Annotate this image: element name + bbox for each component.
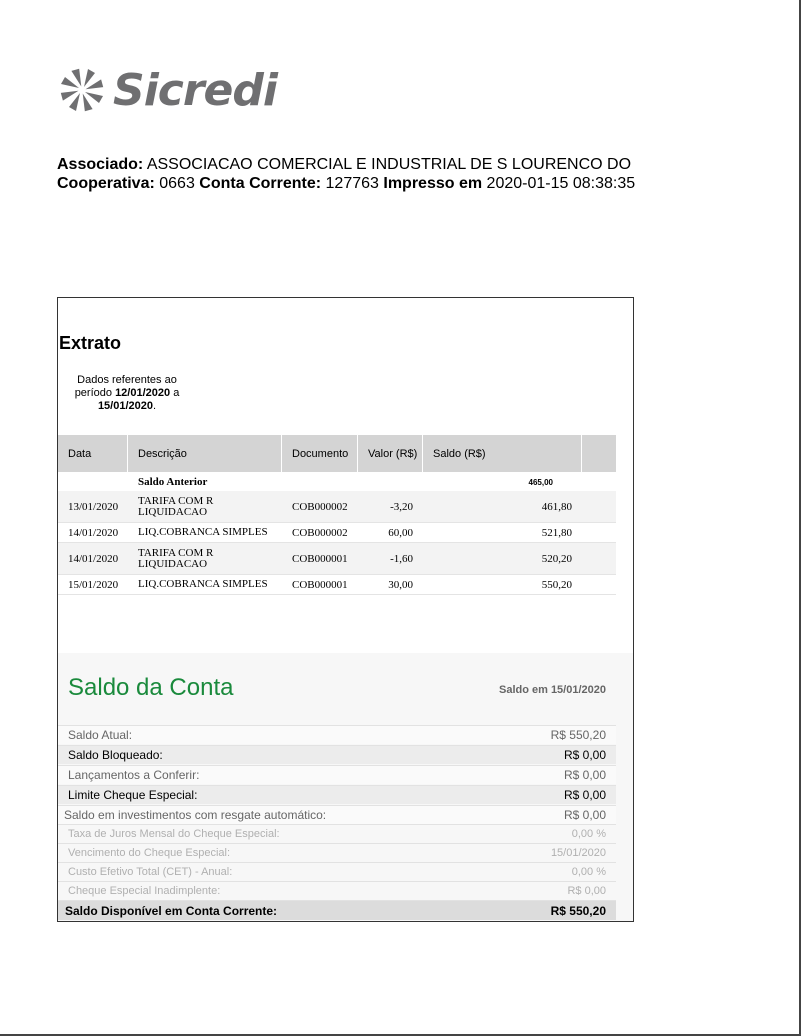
col-valor: Valor (R$) [358, 435, 423, 472]
extrato-title: Extrato [59, 333, 122, 353]
impresso-label: Impresso em [383, 175, 483, 192]
saldo-item-inadimplente [58, 881, 616, 900]
saldo-anterior-label: Saldo Anterior [138, 475, 208, 488]
row-data: 13/01/2020 [68, 500, 119, 513]
row-data: 14/01/2020 [68, 526, 119, 539]
saldo-item-value: 15/01/2020 [550, 847, 606, 859]
saldo-item-value: R$ 0,00 [563, 748, 606, 762]
periodo-start: 12/01/2020 [115, 387, 171, 399]
saldo-item-vencimento [58, 843, 616, 862]
table-row [58, 575, 616, 595]
cooperativa-line [57, 174, 635, 193]
saldo-item-value: R$ 0,00 [567, 885, 606, 897]
statement-table-header [58, 435, 616, 472]
saldo-item-limite [58, 785, 616, 804]
col-descricao: Descrição [128, 435, 282, 472]
saldo-item-label: Saldo Atual: [68, 728, 133, 742]
cooperativa-value: 0663 [159, 175, 195, 192]
saldo-item-value: R$ 0,00 [563, 808, 606, 822]
saldo-total-value: R$ 550,20 [550, 903, 606, 918]
saldo-item-label: Vencimento do Cheque Especial: [68, 847, 231, 859]
row-saldo: 461,80 [541, 500, 572, 513]
periodo-mid: a [173, 387, 180, 399]
associado-line [57, 155, 635, 174]
row-valor: -3,20 [390, 500, 413, 513]
sicredi-logo [57, 62, 277, 118]
saldo-item-value: 0,00 % [571, 828, 606, 840]
table-row [58, 543, 616, 575]
saldo-title: Saldo da Conta [68, 674, 234, 701]
periodo-prefix: Dados referentes ao período [74, 374, 177, 399]
saldo-item-investimentos [58, 805, 616, 824]
saldo-item-label: Limite Cheque Especial: [68, 788, 198, 802]
saldo-item-lancamentos [58, 765, 616, 784]
row-data: 15/01/2020 [68, 578, 119, 591]
saldo-item-label: Lançamentos a Conferir: [68, 768, 200, 782]
periodo-end: 15/01/2020 [97, 400, 153, 412]
row-descricao: TARIFA COM R LIQUIDACAO [138, 546, 214, 570]
row-documento: COB000002 [292, 526, 348, 539]
table-row [58, 491, 616, 523]
row-documento: COB000001 [292, 578, 348, 591]
row-data: 14/01/2020 [68, 552, 119, 565]
row-documento: COB000002 [292, 500, 348, 513]
cooperativa-label: Cooperativa: [57, 175, 155, 192]
saldo-item-value: R$ 0,00 [563, 768, 606, 782]
associado-value: ASSOCIACAO COMERCIAL E INDUSTRIAL DE S LOURENCO DO [146, 156, 632, 173]
row-documento: COB000001 [292, 552, 348, 565]
row-descricao: TARIFA COM R LIQUIDACAO [138, 494, 214, 518]
saldo-date: Saldo em 15/01/2020 [498, 684, 606, 696]
saldo-item-atual [58, 725, 616, 744]
row-saldo: 520,20 [541, 552, 572, 565]
saldo-item-label: Taxa de Juros Mensal do Cheque Especial: [68, 828, 280, 840]
sicredi-wordmark: Sicredi [113, 64, 277, 116]
saldo-item-value: 0,00 % [571, 866, 606, 878]
saldo-total-label: Saldo Disponível em Conta Corrente: [65, 903, 278, 918]
saldo-item-bloqueado [58, 745, 616, 764]
saldo-total-row [58, 900, 616, 920]
saldo-item-value: R$ 0,00 [563, 788, 606, 802]
row-descricao: LIQ.COBRANCA SIMPLES [138, 578, 268, 590]
saldo-item-label: Cheque Especial Inadimplente: [68, 885, 221, 897]
saldo-anterior-value: 465,00 [528, 477, 553, 487]
row-descricao: LIQ.COBRANCA SIMPLES [138, 526, 268, 538]
col-data: Data [58, 435, 128, 472]
account-header [57, 155, 635, 193]
saldo-item-taxa-juros [58, 824, 616, 843]
row-saldo: 550,20 [541, 578, 572, 591]
statement-table-body [58, 473, 616, 595]
col-empty [582, 435, 616, 472]
table-row [58, 523, 616, 543]
saldo-item-label: Saldo Bloqueado: [68, 748, 163, 762]
sicredi-pinwheel-icon [57, 65, 107, 115]
saldo-item-cet [58, 862, 616, 881]
saldo-section [58, 653, 633, 921]
row-saldo: 521,80 [541, 526, 572, 539]
col-documento: Documento [282, 435, 358, 472]
conta-label: Conta Corrente: [199, 175, 322, 192]
row-valor: -1,60 [390, 552, 413, 565]
periodo-info: Dados referentes ao período 12/01/2020 a 15/01/2020. [74, 374, 180, 412]
saldo-item-value: R$ 550,20 [550, 728, 606, 742]
saldo-anterior-row [58, 473, 616, 491]
col-saldo: Saldo (R$) [423, 435, 582, 472]
statement-panel [57, 297, 634, 922]
saldo-item-label: Custo Efetivo Total (CET) - Anual: [68, 866, 233, 878]
saldo-item-label: Saldo em investimentos com resgate automático: [64, 808, 327, 822]
conta-value: 127763 [325, 175, 379, 192]
associado-label: Associado: [57, 156, 144, 173]
row-valor: 60,00 [388, 526, 413, 539]
row-valor: 30,00 [388, 578, 413, 591]
impresso-value: 2020-01-15 08:38:35 [486, 175, 636, 192]
